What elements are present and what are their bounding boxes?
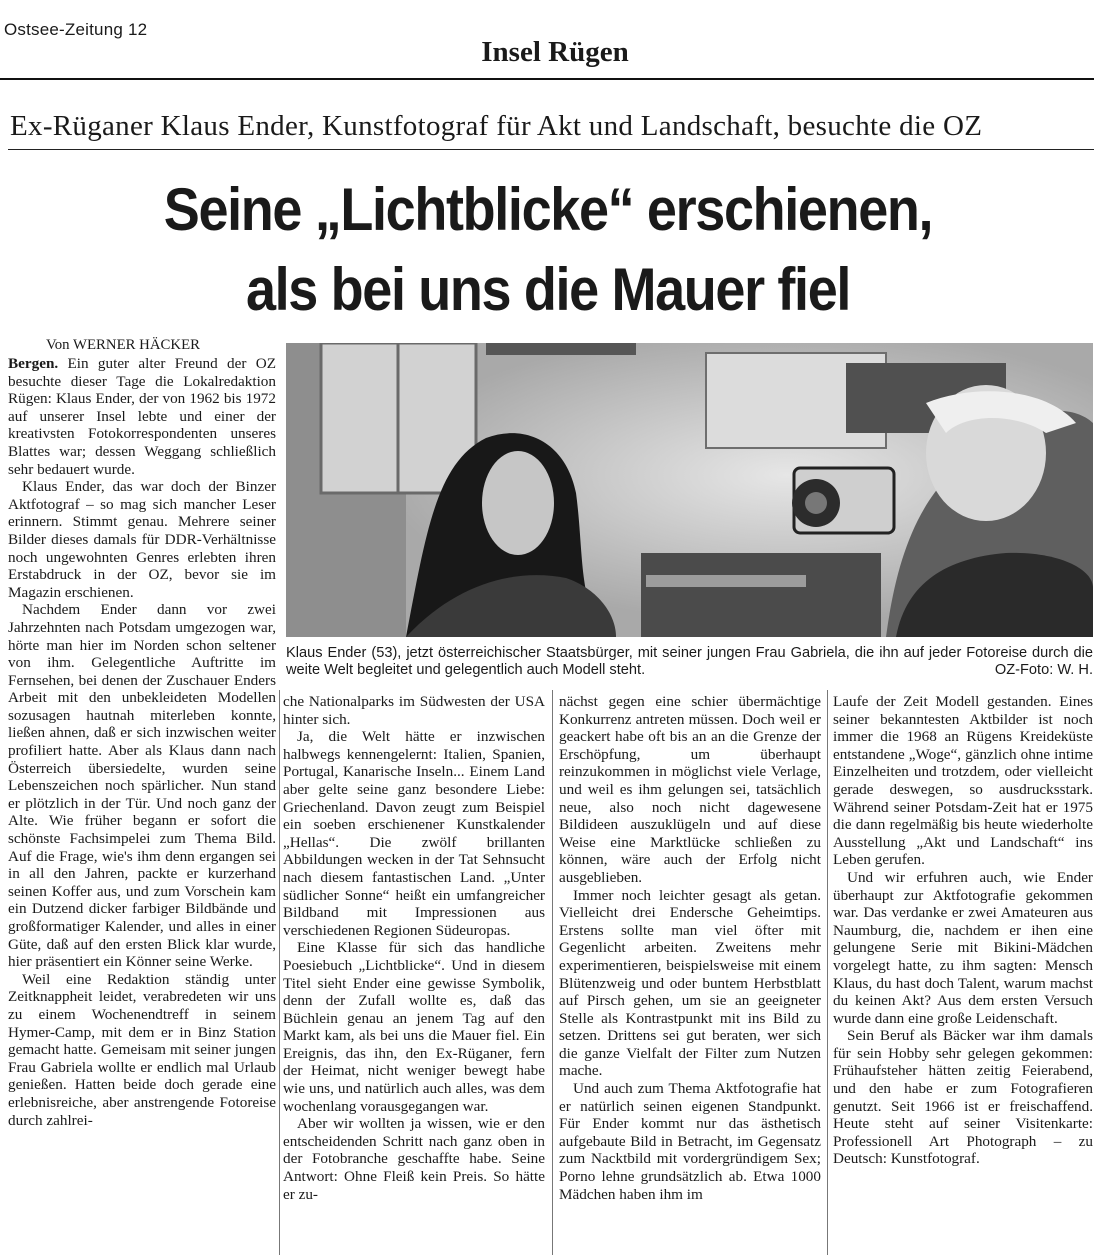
article-column-2 [283, 693, 545, 1203]
photo-credit: OZ-Foto: W. H. [994, 662, 1093, 678]
paragraph: Ja, die Welt hätte er inzwischen halbwegs kennengelernt: Italien, Spanien, Portugal, Kanarische Inseln... Einem Land aber gelte seine ganz besondere Liebe: Griechenland. Davon zeugt zum Beispiel ein soeben erschienener Kunstkalender „Hellas“. Die zwölf brillanten Abbildungen wecken in der Tat Sehnsucht nach diesem fantastischen Land. „Unter südlicher Sonne“ heißt ein umfangreicher Bildband mit Impressionen aus verschiedenen Regionen Südeuropas. [283, 728, 545, 939]
photo-caption [286, 645, 1093, 679]
dateline: Bergen. [8, 355, 59, 372]
headline-line-2: als bei uns die Mauer fiel [245, 256, 851, 323]
article-column-4 [833, 693, 1093, 1168]
paragraph: Und wir erfuhren auch, wie Ender überhaupt zur Aktfotografie gekommen war. Das verdanke er zwei Amateuren aus Naumburg, die, nachdem er ihen eine gelungene Serie mit Bikini-Mädchen vorgelegt hatte, zu ihm sagten: Mensch Klaus, du hast doch Talent, warum machst du keinen Akt? Aus dem ersten Versuch wurde dann eine große Leidenschaft. [833, 868, 1093, 1027]
headline-line-1: Seine „Lichtblicke“ erschienen, [163, 176, 933, 243]
paragraph: Sein Beruf als Bäcker war ihm damals für sein Hobby sehr gelegen gekommen: Frühaufsteher hätten zeitig Feierabend, und den habe er zum Fotografieren genutzt. Seit 1966 ist er freischaffend. Heute steht auf seiner Visitenkarte: Professionell Art Photograph – zu Deutsch: Kunstfotograf. [833, 1027, 1093, 1168]
paragraph: Weil eine Redaktion ständig unter Zeitknappheit leidet, verabredeten wir uns zu einem Wochenendtreff in seinem Hymer-Camp, mit dem er in Binz Station gemacht hatte. Gemeisam mit seiner jungen Frau Gabriela wollte er endlich mal Urlaub genießen. Hatten beide doch gerade eine erlebnisreiche, aber anstrengende Fotoreise durch zahlrei- [8, 970, 276, 1129]
newspaper-name: Ostsee-Zeitung 12 [4, 20, 148, 39]
header-rule [0, 78, 1094, 80]
paragraph: che Nationalparks im Südwesten der USA hinter sich. [283, 693, 545, 728]
paragraph: Aber wir wollten ja wissen, wie er den entscheidenden Schritt nach ganz oben in der Fotobranche geschaffte habe. Seine Antwort: Ohne Fleiß kein Preis. So hätte er zu- [283, 1115, 545, 1203]
column-divider [552, 690, 553, 1255]
lead-paragraph [8, 355, 276, 478]
paragraph: nächst gegen eine schier übermächtige Konkurrenz antreten müssen. Doch weil er geackert habe oft bis an an die Grenze der Erschöpfung, um überhaupt reinzukommen in möglichst viele Verlage, und weil es ihm gelungen sei, tatsächlich neue, also noch nicht dagewesene Bildideen auszuklügeln und auf diese Weise eine Marktlücke schließen zu können, wäre auch der Erfolg nicht ausgeblieben. [559, 693, 821, 886]
byline: Von WERNER HÄCKER [46, 337, 201, 353]
lead-text: Ein guter alter Freund der OZ besuchte dieser Tage die Lokalredaktion Rügen: Klaus Ender, der von 1962 bis 1972 auf unserer Insel lebte und einer der kreativsten Fotokorrespondenten unseres Blattes war; dessen Weggang schließlich sehr bedauert wurde. [8, 355, 276, 478]
paragraph: Nachdem Ender dann vor zwei Jahrzehnten nach Potsdam umgezogen war, hörte man hier im Norden schon seltener von ihm. Gelegentliche Auftritte im Fernsehen, bei denen der Zuschauer Enders Arbeit mit den unbekleideten Modellen sozusagen hautnah miterleben konnte, ließen ahnen, daß er sich inzwischen weiter profiliert hatte. Aber als Klaus dann nach Österreich übersiedelte, wurden seine Lebenszeichen noch spärlicher. Nun stand er plötzlich in der Tür. Und noch ganz der Alte. Wie früher begann er sofort die schönste Fachsimpelei zum Thema Bild. Auf die Frage, wie's ihm denn ergangen sei in all den Jahren, packte er kurzerhand seinen Koffer aus, und zum Vorschein kam ein Dutzend dicker farbiger Bildbände und großformatiger Kalender, und alles in einer Güte, daß auf den ersten Blick klar wurde, hier präsentiert ein Könner seine Werke. [8, 601, 276, 971]
paragraph: Laufe der Zeit Modell gestanden. Eines seiner bekanntesten Aktbilder ist noch immer die 1968 an Rügens Kreideküste entstandene „Woge“, gänzlich ohne intime Einzelheiten und trotzdem, oder vielleicht gerade deswegen, so ausdrucksstark. Während seiner Potsdam-Zeit hat er 1975 die dann regelmäßig bis heute wiederholte Ausstellung „Akt und Landschaft“ ins Leben gerufen. [833, 693, 1093, 869]
column-divider [827, 690, 828, 1255]
caption-text: Klaus Ender (53), jetzt österreichischer Staatsbürger, mit seiner jungen Frau Gabriela, die ihn auf jeder Fotoreise durch die weite Welt begleitet und gelegentlich auch Modell steht. [286, 645, 1093, 678]
article-photo [286, 343, 1093, 637]
paragraph: Eine Klasse für sich das handliche Poesiebuch „Lichtblicke“. Und in diesem Titel sieht Ender eine gewisse Symbolik, denn der Zufall wollte es, daß das Büchlein genau an jenem Tag auf den Markt kam, als bei uns die Mauer fiel. Ein Ereignis, das ihn, den Ex-Rüganer, fern der Heimat, nicht weniger bewegt habe wie uns, und natürlich auch alles, was dem wochenlang vorausgegangen war. [283, 939, 545, 1115]
paragraph: Klaus Ender, das war doch der Binzer Aktfotograf – so mag sich mancher Leser erinnern. Stimmt genau. Mehrere seiner Bilder dieses damals für DDR-Verhältnisse noch ungewohnten Genres erlebten ihren Erstabdruck in der OZ, bevor sie im Magazin erschienen. [8, 478, 276, 601]
section-title: Insel Rügen [481, 36, 629, 68]
article-kicker: Ex-Rüganer Klaus Ender, Kunstfotograf für Akt und Landschaft, besuchte die OZ [10, 110, 983, 142]
paragraph: Immer noch leichter gesagt als getan. Vielleicht drei Endersche Geheimtips. Erstens sollte man viel öfter mit Gegenlicht arbeiten. Zweitens mehr experimentieren, beispielsweise mit einem Blütenzweig und oder buntem Herbstblatt auf Pirsch gehen, um sie an geeigneter Stelle als Kontrastpunkt mit ins Bild zu setzen. Drittens sei gut beraten, wer sich die ganze Vielfalt der Filter zum Nutzen mache. [559, 886, 821, 1080]
paragraph: Und auch zum Thema Aktfotografie hat er natürlich seinen eigenen Standpunkt. Für Ender kommt nur das ästhetisch aufgebaute Bild in Betracht, im Gegensatz zum Nacktbild mit vordergründigem Sex; Porno lehne grundsätzlich ab. Etwa 1000 Mädchen haben ihm im [559, 1080, 821, 1203]
article-column-1 [8, 355, 276, 1129]
kicker-rule [8, 149, 1094, 150]
article-headline [55, 170, 1041, 330]
article-column-3 [559, 693, 821, 1203]
column-divider [279, 690, 280, 1255]
